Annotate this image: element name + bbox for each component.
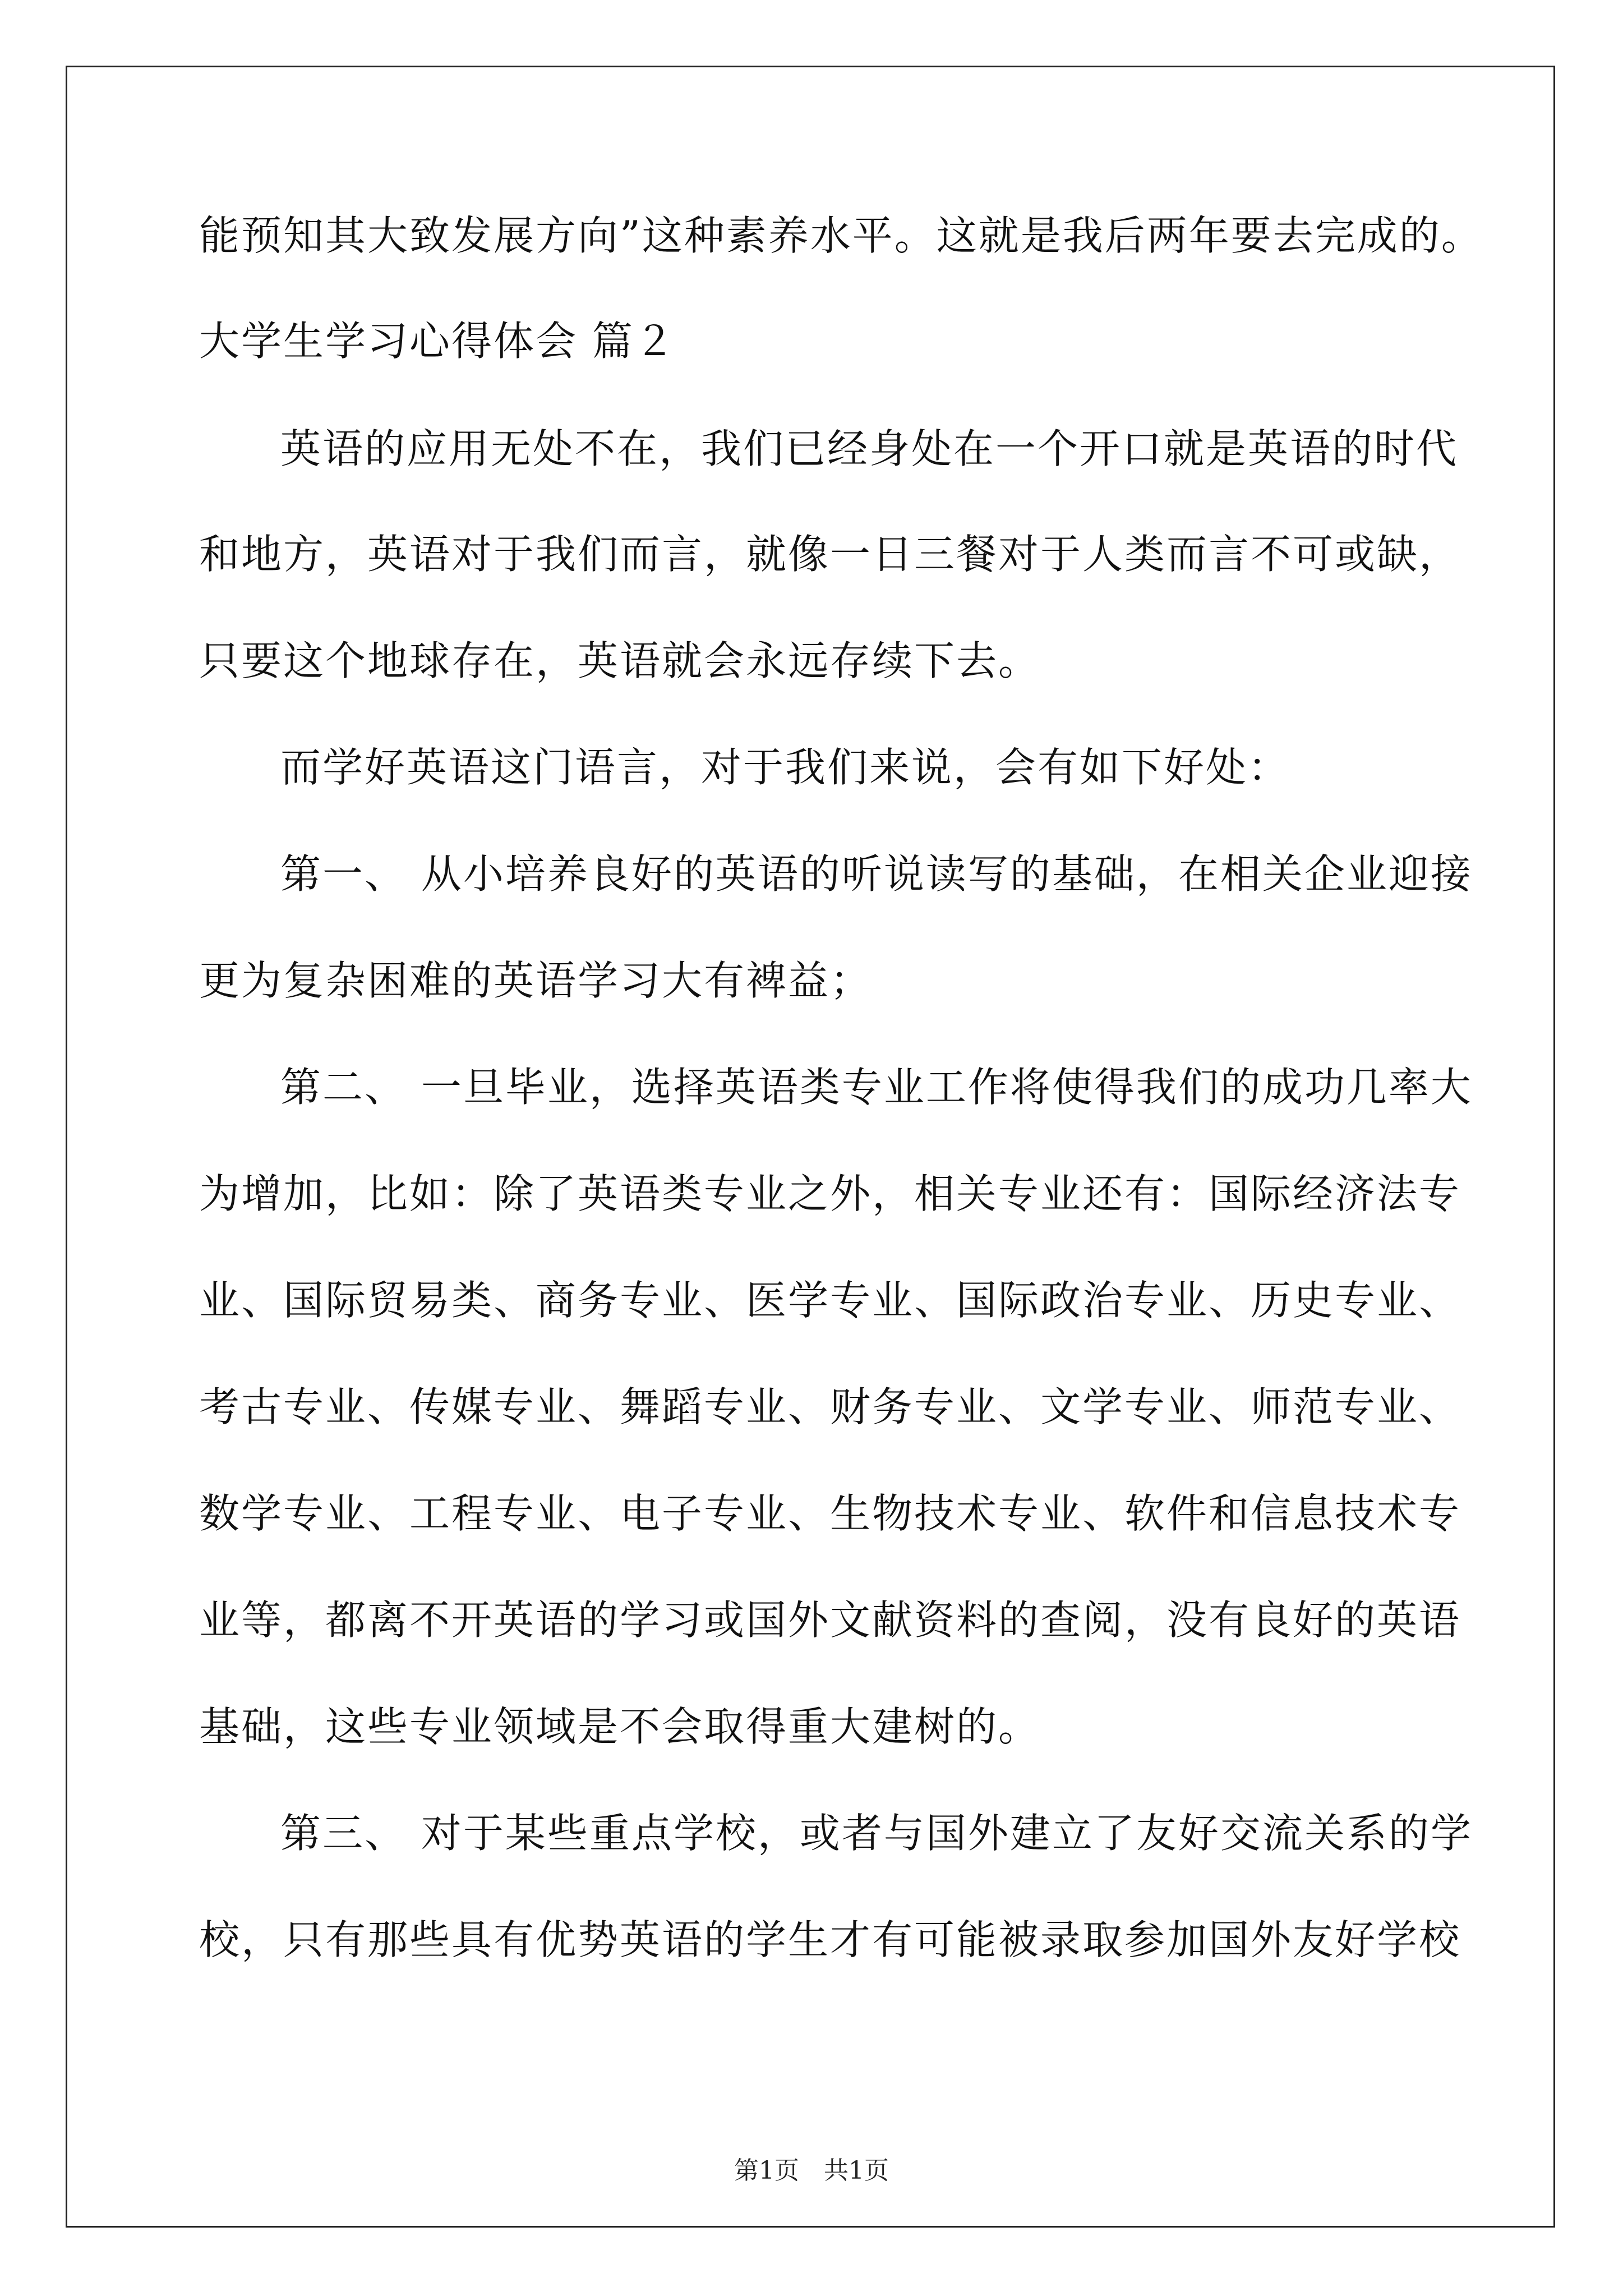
section-heading: 大学生学习心得体会 篇２ [199, 318, 676, 365]
page-border [66, 66, 1555, 2228]
text-line: 更为复杂困难的英语学习大有裨益； [199, 957, 873, 1004]
text-line: 英语的应用无处不在，我们已经身处在一个开口就是英语的时代 [280, 425, 1459, 472]
text-line: 第一、 从小培养良好的英语的听说读写的基础，在相关企业迎接 [280, 850, 1473, 898]
text-line: 数学专业、工程专业、电子专业、生物技术专业、软件和信息技术专 [199, 1490, 1461, 1537]
text-line: 能预知其大致发展方向”这种素养水平。这就是我后两年要去完成的。 [199, 212, 1483, 259]
text-line: 第三、 对于某些重点学校，或者与国外建立了友好交流关系的学 [280, 1810, 1473, 1857]
text-line: 业等，都离不开英语的学习或国外文献资料的查阅，没有良好的英语 [199, 1596, 1461, 1644]
text-line: 只要这个地球存在，英语就会永远存续下去。 [199, 637, 1041, 684]
text-line: 校，只有那些具有优势英语的学生才有可能被录取参加国外友好学校 [199, 1916, 1461, 1963]
text-line: 业、国际贸易类、商务专业、医学专业、国际政治专业、历史专业、 [199, 1277, 1461, 1324]
text-line: 为增加，比如：除了英语类专业之外，相关专业还有：国际经济法专 [199, 1170, 1461, 1217]
text-line: 第二、 一旦毕业，选择英语类专业工作将使得我们的成功几率大 [280, 1064, 1473, 1111]
page-number-footer: 第1页 共1页 [734, 2156, 889, 2185]
text-line: 基础，这些专业领域是不会取得重大建树的。 [199, 1703, 1041, 1750]
text-line: 和地方，英语对于我们而言，就像一日三餐对于人类而言不可或缺， [199, 531, 1461, 578]
text-line: 而学好英语这门语言，对于我们来说，会有如下好处： [280, 744, 1290, 791]
text-line: 考古专业、传媒专业、舞蹈专业、财务专业、文学专业、师范专业、 [199, 1383, 1461, 1430]
